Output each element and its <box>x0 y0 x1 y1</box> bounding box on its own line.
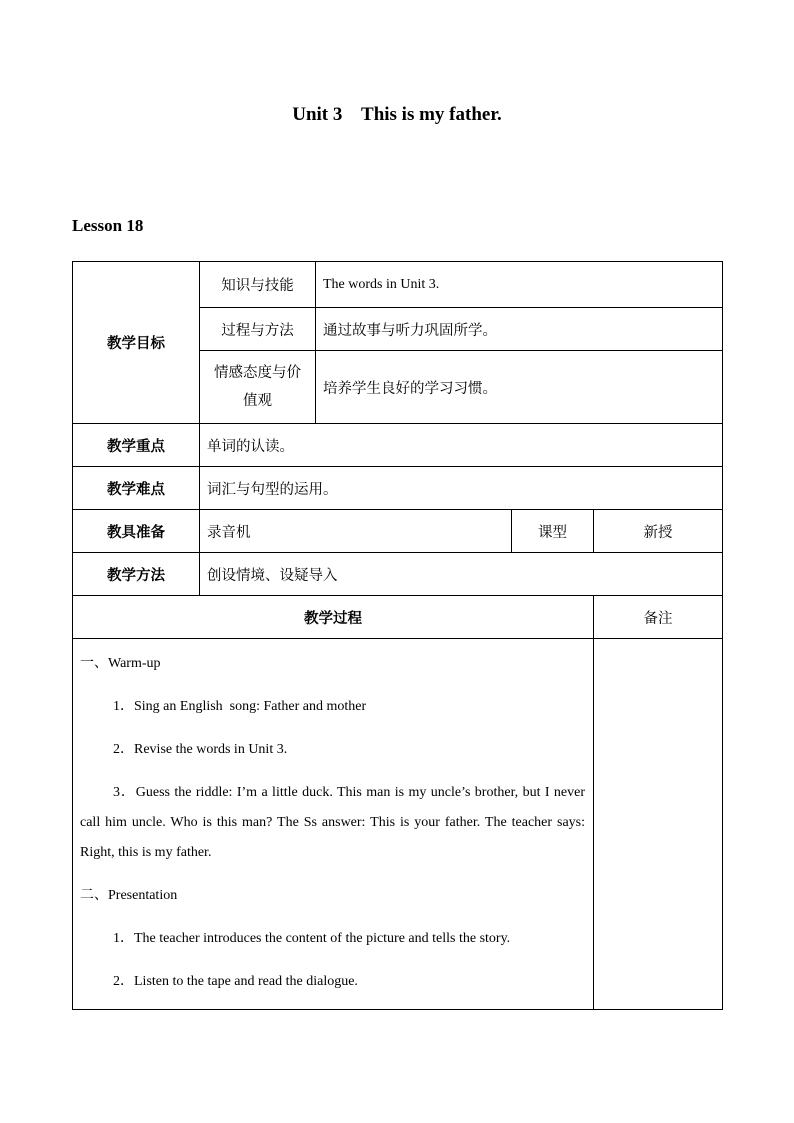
lesson-type-value: 新授 <box>594 510 723 553</box>
notes-header: 备注 <box>594 596 723 639</box>
goal-attitude-label <box>200 351 316 424</box>
lesson-type-label: 课型 <box>512 510 594 553</box>
process-step: 2．Revise the words in Unit 3. <box>113 742 288 757</box>
key-points-value: 单词的认读。 <box>200 424 723 467</box>
methods-value: 创设情境、设疑导入 <box>200 553 723 596</box>
goal-knowledge-value: The words in Unit 3. <box>316 262 723 308</box>
warm-up-heading: 一、Warm-up <box>80 656 161 671</box>
notes-cell <box>594 639 723 1010</box>
goal-attitude-label-line1: 情感态度与价 <box>214 365 301 381</box>
difficulties-label: 教学难点 <box>73 467 200 510</box>
goal-process-label: 过程与方法 <box>200 308 316 351</box>
goal-attitude-value: 培养学生良好的学习习惯。 <box>316 351 723 424</box>
presentation-heading: 二、Presentation <box>80 888 178 903</box>
goal-process-value: 通过故事与听力巩固所学。 <box>316 308 723 351</box>
process-step: 1．Sing an English song: Father and mother <box>113 699 367 714</box>
key-points-label: 教学重点 <box>73 424 200 467</box>
lesson-heading: Lesson 18 <box>72 216 144 235</box>
materials-value: 录音机 <box>200 510 512 553</box>
process-step: 3．Guess the riddle: I’m a little duck. This man is my uncle’s brother, but I never call him uncle. Who is this man? The Ss answer: This is your father. The teacher says: Right, this is my father. <box>80 785 585 860</box>
lesson-plan-table <box>72 261 723 1010</box>
process-header: 教学过程 <box>73 596 594 639</box>
document-title: Unit 3 This is my father. <box>292 104 502 125</box>
process-step: 2．Listen to the tape and read the dialogue. <box>113 974 358 989</box>
process-content <box>73 639 594 1010</box>
goal-attitude-label-line2: 值观 <box>243 393 272 409</box>
process-step: 1．The teacher introduces the content of the picture and tells the story. <box>113 931 511 946</box>
difficulties-value: 词汇与句型的运用。 <box>200 467 723 510</box>
goals-label: 教学目标 <box>73 262 200 424</box>
materials-label: 教具准备 <box>73 510 200 553</box>
goal-knowledge-label: 知识与技能 <box>200 262 316 308</box>
methods-label: 教学方法 <box>73 553 200 596</box>
